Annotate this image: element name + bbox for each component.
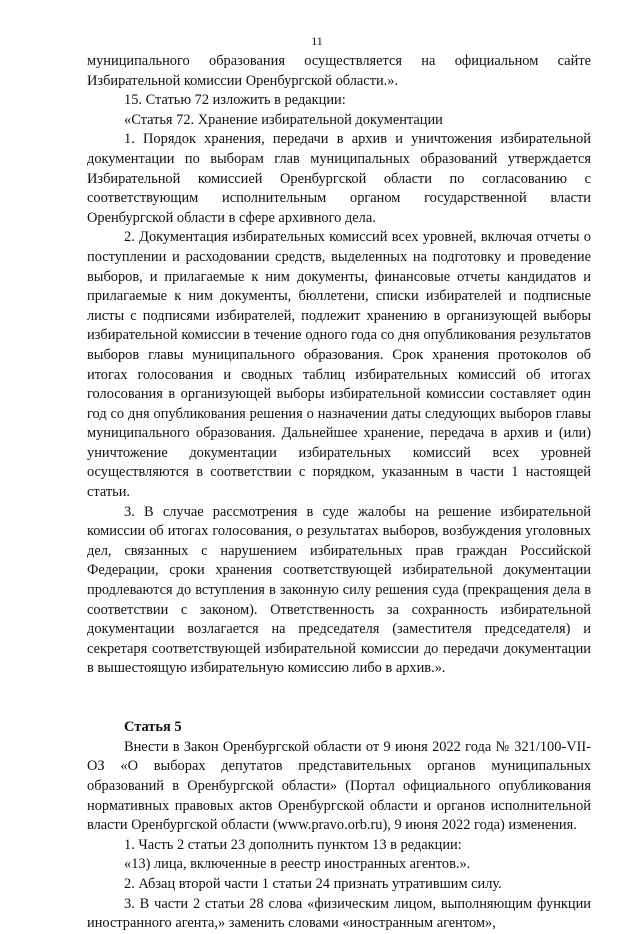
paragraph: 3. В части 2 статьи 28 слова «физическим лицом, выполняющим функции иностранного агента,» заменить словами «иностранным агентом», bbox=[87, 895, 591, 932]
paragraph: 2. Документация избирательных комиссий всех уровней, включая отчеты о поступлении и расходовании средств, выделенных на подготовку и проведение выборов, и прилагаемые к ним документы, финансовые отчеты кандидатов и прилагаемые к ним документы, бюллетени, списки избирателей и подписные листы с подписями избирателей, подлежит хранению в организующей выборы избирательной комиссии в течение одного года со дня опубликования результатов выборов главы муниципального образования. Срок хранения протоколов об итогах голосования и сводных таблиц избирательных комиссий об итогах голосования в организующей выборы избирательной комиссии составляет один год со дня опубликования решения о назначении даты следующих выборов главы муниципального образования. Дальнейшее хранение, передача в архив и (или) уничтожение документации избирательных комиссий всех уровней осуществляются в соответствии с порядком, указанным в части 1 настоящей статьи. bbox=[87, 229, 591, 501]
paragraph: «Статья 72. Хранение избирательной документации bbox=[124, 111, 443, 128]
paragraph: «13) лица, включенные в реестр иностранных агентов.». bbox=[124, 856, 471, 873]
spacer bbox=[87, 679, 591, 699]
paragraph: 3. В случае рассмотрения в суде жалобы на решение избирательной комиссии об итогах голосования, о результатах выборов, возбуждения уголовных дел, связанных с нарушением избирательных прав граждан Российской Федерации, сроки хранения соответствующей избирательной документации продлеваются до вступления в законную силу решения суда (прекращения дела в соответствии с законом). Ответственность за сохранность избирательной документации возлагается на председателя (заместителя председателя) и секретаря соответствующей избирательной комиссии до передачи документации в вышестоящую избирательную комиссию либо в архив.». bbox=[87, 503, 591, 677]
paragraph: 1. Порядок хранения, передачи в архив и уничтожения избирательной документации по выборам глав муниципальных образований утверждается Избирательной комиссией Оренбургской области по согласованию с соответствующим исполнительным органом государственной власти Оренбургской области в сфере архивного дела. bbox=[87, 131, 591, 226]
paragraph: 2. Абзац второй части 1 статьи 24 признать утратившим силу. bbox=[124, 875, 502, 892]
article-heading: Статья 5 bbox=[124, 719, 182, 736]
paragraph: Внести в Закон Оренбургской области от 9 июня 2022 года № 321/100-VII-ОЗ «О выборах депутатов представительных органов муниципальных образований в Оренбургской области» (Портал официального опубликования нормативных правовых актов Оренбургской области и органов исполнительной власти Оренбургской области (www.pravo.orb.ru), 9 июня 2022 года) изменения. bbox=[87, 738, 591, 834]
paragraph: 15. Статью 72 изложить в редакции: bbox=[124, 92, 346, 109]
document-body bbox=[87, 52, 591, 934]
paragraph: 1. Часть 2 статьи 23 дополнить пунктом 13 в редакции: bbox=[124, 836, 462, 853]
page-number: 11 bbox=[311, 34, 323, 48]
paragraph: муниципального образования осуществляется на официальном сайте Избирательной комиссии Оренбургской области.». bbox=[87, 53, 591, 89]
